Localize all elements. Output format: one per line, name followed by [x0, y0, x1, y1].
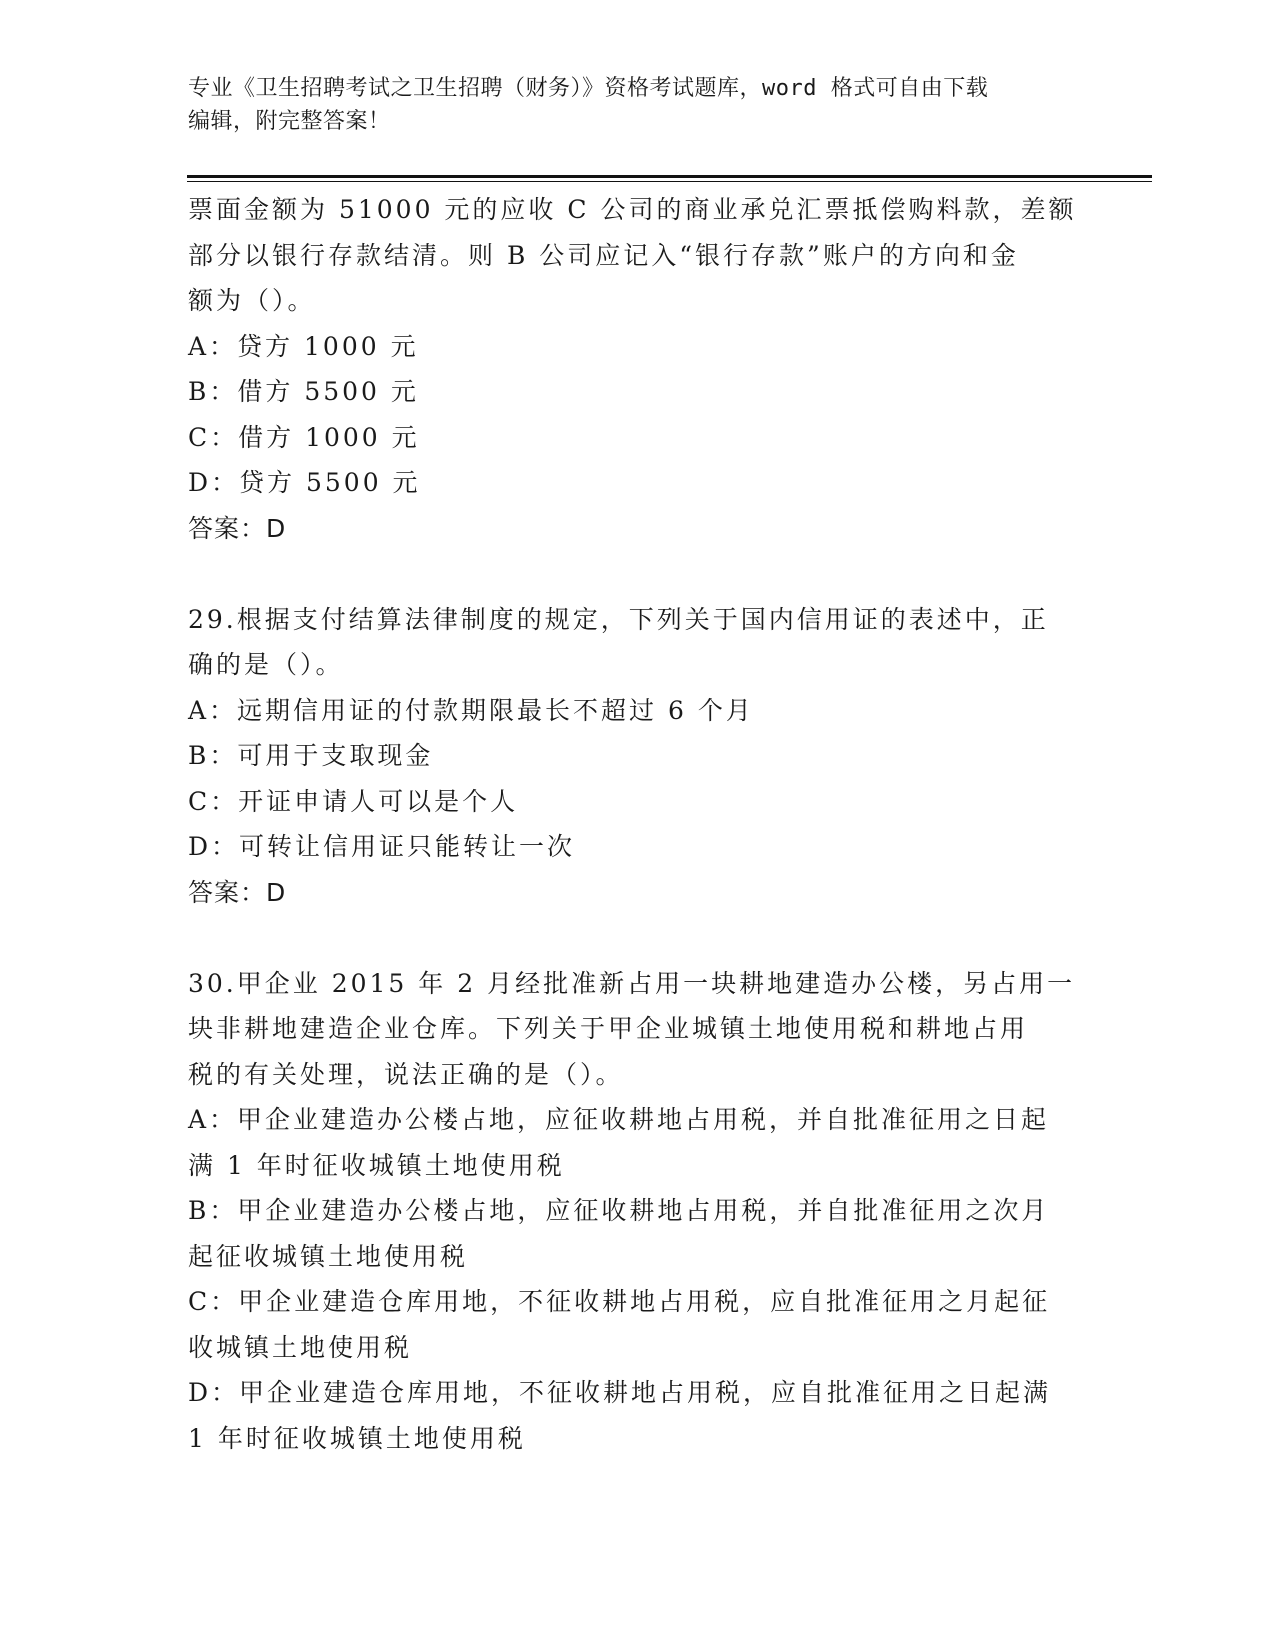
question-stem-line: 税的有关处理，说法正确的是（）。 — [188, 1059, 624, 1089]
option-a: A：甲企业建造办公楼占地，应征收耕地占用税，并自批准征用之日起 — [188, 1105, 1050, 1134]
question-28 — [188, 187, 1088, 551]
question-content — [188, 187, 1088, 1461]
question-stem-line: 额为（）。 — [188, 286, 316, 315]
option-c: C：甲企业建造仓库用地，不征收耕地占用税，应自批准征用之月起征 — [188, 1287, 1051, 1316]
question-stem-line: 确的是（）。 — [188, 650, 344, 679]
answer-label: 答案：D — [188, 513, 287, 543]
option-b: B：借方 5500 元 — [188, 377, 419, 406]
question-30 — [188, 961, 1088, 1462]
question-stem-line: 部分以银行存款结清。则 B 公司应记入“银行存款”账户的方向和金 — [188, 240, 1019, 270]
option-a: A：贷方 1000 元 — [188, 331, 419, 361]
question-29 — [188, 597, 1088, 916]
question-spacer — [188, 915, 1088, 961]
page-header — [188, 72, 1068, 138]
question-spacer — [188, 551, 1088, 597]
header-divider-thick — [187, 175, 1152, 178]
option-d: D：可转让信用证只能转让一次 — [188, 832, 576, 861]
question-stem-line: 29.根据支付结算法律制度的规定，下列关于国内信用证的表述中，正 — [188, 604, 1049, 634]
header-line-1: 专业《卫生招聘考试之卫生招聘（财务）》资格考试题库，word 格式可自由下载 — [188, 76, 989, 101]
question-stem-line: 块非耕地建造企业仓库。下列关于甲企业城镇土地使用税和耕地占用 — [188, 1014, 1029, 1043]
header-line-2: 编辑，附完整答案！ — [188, 109, 391, 134]
option-c: C：开证申请人可以是个人 — [188, 786, 519, 816]
option-c-continued: 收城镇土地使用税 — [188, 1332, 413, 1362]
option-d: D：贷方 5500 元 — [188, 468, 421, 497]
question-stem-line: 票面金额为 51000 元的应收 C 公司的商业承兑汇票抵偿购料款，差额 — [188, 195, 1077, 224]
option-a: A：远期信用证的付款期限最长不超过 6 个月 — [188, 695, 754, 725]
option-b: B：甲企业建造办公楼占地，应征收耕地占用税，并自批准征用之次月 — [188, 1196, 1050, 1225]
option-d-continued: 1 年时征收城镇土地使用税 — [188, 1423, 526, 1453]
header-divider-thin — [187, 181, 1152, 182]
option-c: C：借方 1000 元 — [188, 422, 420, 452]
question-stem-line: 30.甲企业 2015 年 2 月经批准新占用一块耕地建造办公楼，另占用一 — [188, 968, 1076, 998]
option-d: D：甲企业建造仓库用地，不征收耕地占用税，应自批准征用之日起满 — [188, 1378, 1052, 1407]
option-a-continued: 满 1 年时征收城镇土地使用税 — [188, 1150, 565, 1180]
option-b: B：可用于支取现金 — [188, 741, 434, 770]
option-b-continued: 起征收城镇土地使用税 — [188, 1241, 469, 1271]
answer-label: 答案：D — [188, 877, 287, 907]
